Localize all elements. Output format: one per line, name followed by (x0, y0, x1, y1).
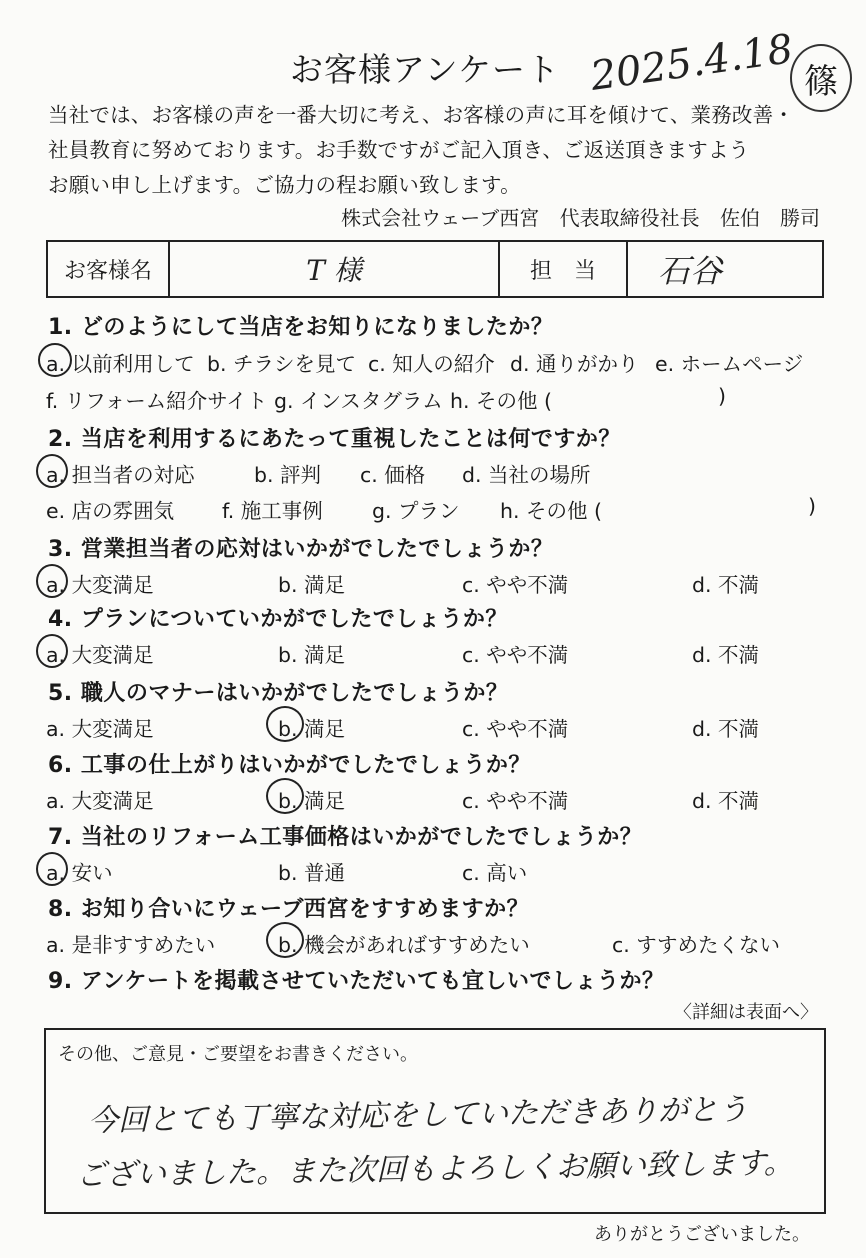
comment-handwritten-line-2: ございました。また次回もよろしくお願い致します。 (75, 1145, 794, 1194)
customer-table (46, 240, 824, 298)
selection-circle (266, 922, 304, 958)
q5-option-d: d. 不満 (692, 717, 760, 741)
selection-circle (266, 778, 304, 814)
signature-name: 佐伯 勝司 (720, 206, 820, 230)
q4-option-b: b. 満足 (278, 643, 346, 667)
selection-circle (36, 634, 68, 668)
q3-option-c: c. やや不満 (462, 573, 569, 597)
q2-option-f: f. 施工事例 (222, 499, 323, 523)
q5-option-a: a. 大変満足 (46, 717, 154, 741)
survey-title: お客様アンケート (290, 50, 561, 89)
q8-option-b: b. 機会があればすすめたい (278, 933, 530, 957)
staff-name-text: 石谷 (658, 252, 723, 290)
question-5: 5. 職人のマナーはいかがでしたでしょうか？ (48, 681, 509, 706)
question-8: 8. お知り合いにウェーブ西宮をすすめますか？ (48, 897, 530, 922)
customer-name-label: お客様名 (48, 242, 170, 296)
q2-option-b: b. 評判 (254, 463, 322, 487)
q6-option-b: b. 満足 (278, 789, 346, 813)
customer-name-text: T 様 (306, 254, 362, 287)
q3-option-b: b. 満足 (278, 573, 346, 597)
q5-option-b: b. 満足 (278, 717, 346, 741)
q8-option-c: c. すすめたくない (612, 933, 781, 957)
selection-circle (266, 706, 304, 742)
q2-option-h-close: ) (808, 494, 816, 518)
q7-option-c: c. 高い (462, 861, 528, 885)
stamp-seal (790, 44, 852, 112)
q1-option-c: c. 知人の紹介 (368, 352, 495, 376)
q1-option-a: a. 以前利用して (46, 352, 195, 376)
q8-option-a: a. 是非すすめたい (46, 933, 216, 957)
comment-box (44, 1028, 826, 1214)
q7-option-b: b. 普通 (278, 861, 346, 885)
question-6: 6. 工事の仕上がりはいかがでしたでしょうか？ (48, 753, 531, 778)
question-9: 9. アンケートを掲載させていただいても宜しいでしょうか？ (48, 969, 665, 994)
q1-option-f: f. リフォーム紹介サイト (46, 389, 268, 413)
customer-name-value (170, 242, 500, 296)
staff-value (628, 242, 822, 296)
q1-option-e: e. ホームページ (655, 352, 804, 376)
question-3: 3. 営業担当者の応対はいかがでしたでしょうか？ (48, 537, 554, 562)
stamp-char: 篠 (804, 61, 838, 102)
q1-option-h: h. その他 ( (450, 389, 553, 413)
question-4: 4. プランについていかがでしたでしょうか？ (48, 607, 508, 632)
q2-option-c: c. 価格 (360, 463, 426, 487)
q1-option-d: d. 通りがかり (510, 352, 639, 376)
q7-option-a: a. 安い (46, 861, 113, 885)
q1-option-h-close: ) (718, 384, 726, 408)
q4-option-a: a. 大変満足 (46, 643, 154, 667)
q3-option-a: a. 大変満足 (46, 573, 154, 597)
question-7: 7. 当社のリフォーム工事価格はいかがでしたでしょうか？ (48, 825, 643, 850)
signature-company: 株式会社ウェーブ西宮 (341, 206, 540, 230)
comment-handwritten-line-1: 今回とても丁寧な対応をしていただきありがとう (87, 1092, 749, 1139)
selection-circle (36, 454, 68, 488)
q2-option-g: g. プラン (372, 499, 460, 523)
q2-option-d: d. 当社の場所 (462, 463, 591, 487)
q6-option-c: c. やや不満 (462, 789, 569, 813)
q4-option-c: c. やや不満 (462, 643, 569, 667)
intro-line-1: 当社では、お客様の声を一番大切に考え、お客様の声に耳を傾けて、業務改善・ (48, 103, 795, 127)
signature (341, 202, 820, 231)
selection-circle (36, 564, 68, 598)
footer-thanks: ありがとうございました。 (594, 1224, 810, 1245)
intro-line-2: 社員教育に努めております。お手数ですがご記入頂き、ご返送頂きますよう (48, 138, 750, 162)
q3-option-d: d. 不満 (692, 573, 760, 597)
q6-option-d: d. 不満 (692, 789, 760, 813)
q1-option-g: g. インスタグラム (274, 389, 443, 413)
selection-circle (36, 852, 68, 886)
q9-note: 〈詳細は表面へ〉 (674, 1002, 818, 1023)
handwritten-date: 2025.4.18 (587, 26, 796, 100)
signature-role: 代表取締役社長 (559, 206, 700, 230)
q1-option-b: b. チラシを見て (207, 352, 357, 376)
q5-option-c: c. やや不満 (462, 717, 569, 741)
intro-line-3: お願い申し上げます。ご協力の程お願い致します。 (48, 173, 521, 197)
comment-label: その他、ご意見・ご要望をお書きください。 (58, 1044, 418, 1065)
question-1: 1. どのようにして当店をお知りになりましたか？ (48, 315, 554, 340)
q2-option-a: a. 担当者の対応 (46, 463, 195, 487)
question-2: 2. 当店を利用するにあたって重視したことは何ですか？ (48, 427, 621, 452)
staff-label: 担 当 (500, 242, 628, 296)
q2-option-e: e. 店の雰囲気 (46, 499, 175, 523)
q2-option-h: h. その他 ( (500, 499, 603, 523)
q6-option-a: a. 大変満足 (46, 789, 154, 813)
q4-option-d: d. 不満 (692, 643, 760, 667)
selection-circle (38, 343, 72, 377)
